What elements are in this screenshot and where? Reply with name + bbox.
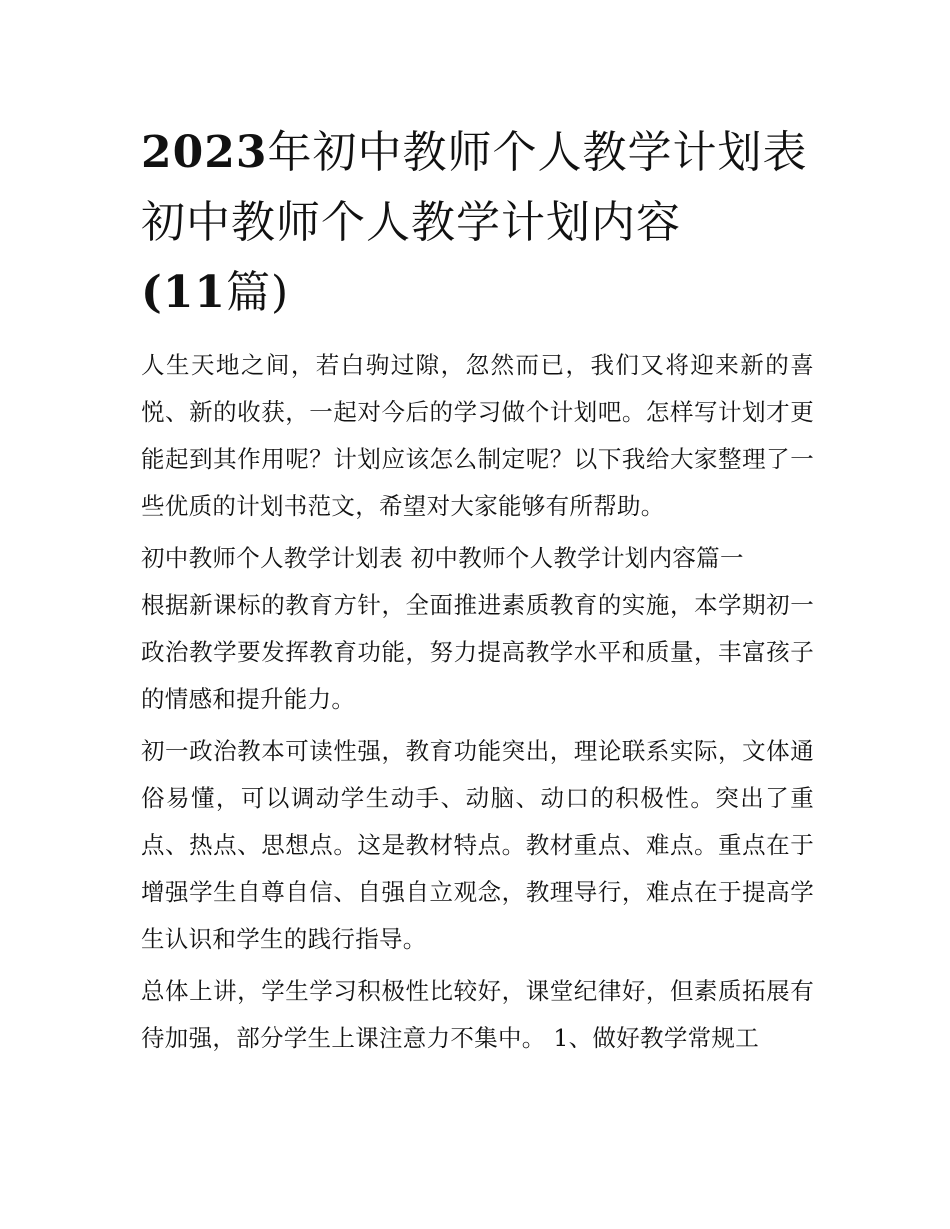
body-paragraph-2: 初一政治教本可读性强，教育功能突出，理论联系实际，文体通俗易懂，可以调动学生动手、动脑、动口的积极性。突出了重点、热点、思想点。这是教材特点。教材重点、难点。重点在于增强学生自尊自信、自强自立观念，教理导行，难点在于提高学生认识和学生的践行指导。 bbox=[141, 737, 814, 953]
section-heading: 初中教师个人教学计划表 初中教师个人教学计划内容篇一 bbox=[141, 544, 744, 572]
title-count: (11 bbox=[141, 267, 227, 318]
title-main: 年初中教师个人教学计划表 初中教师个人教学计划内容 bbox=[141, 127, 808, 248]
document-title bbox=[141, 118, 814, 328]
body-paragraph-3: 总体上讲，学生学习积极性比较好，课堂纪律好，但素质拓展有待加强，部分学生上课注意力不集中。 1、做好教学常规工 bbox=[141, 977, 814, 1052]
title-year: 2023 bbox=[141, 127, 268, 178]
title-count-suffix: 篇) bbox=[226, 267, 290, 318]
body-paragraph-1: 根据新课标的教育方针，全面推进素质教育的实施，本学期初一政治教学要发挥教育功能，努力提高教学水平和质量，丰富孩子的情感和提升能力。 bbox=[141, 591, 814, 713]
intro-paragraph: 人生天地之间，若白驹过隙，忽然而已，我们又将迎来新的喜悦、新的收获，一起对今后的学习做个计划吧。怎样写计划才更能起到其作用呢？计划应该怎么制定呢？以下我给大家整理了一些优质的计划书范文，希望对大家能够有所帮助。 bbox=[141, 351, 814, 520]
